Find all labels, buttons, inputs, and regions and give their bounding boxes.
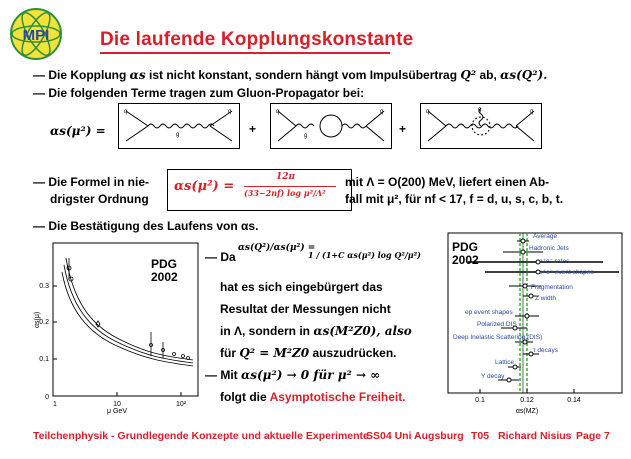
- lbl-average: Average: [533, 233, 558, 240]
- ytick-0: 0: [45, 394, 49, 401]
- middle-line-6: folgt die Asymptotische Freiheit.: [220, 390, 406, 404]
- svg-text:q: q: [530, 109, 534, 115]
- formula-box: [167, 169, 352, 211]
- formula-denominator: (33−2nf) log μ²/Λ²: [244, 188, 326, 198]
- alpha-s-measurements-plot: [443, 228, 627, 418]
- lbl-ee-rates: e⁺e⁻ rates: [539, 258, 570, 265]
- plus-sign-1: +: [249, 122, 257, 136]
- x-axis-label: μ GeV: [107, 408, 127, 415]
- pdg-label-r2: 2002: [452, 253, 479, 267]
- title-underline: [100, 52, 390, 54]
- y-axis-label: αs(μ): [34, 311, 41, 328]
- middle-line-3: in Λ, sondern in αs(M²Z0), also: [220, 324, 412, 338]
- middle-da: — Da: [205, 250, 236, 264]
- pdg-label-1: PDG: [151, 257, 178, 271]
- xtick-100: 10²: [175, 401, 187, 408]
- svg-text:q: q: [228, 109, 232, 115]
- alpha-s: αs: [129, 68, 146, 82]
- lbl-ee-event-shapes: e⁺e⁻ event shapes: [539, 269, 594, 276]
- propagator-lhs: αs(μ²) =: [50, 124, 106, 138]
- svg-text:q: q: [380, 109, 384, 115]
- lbl-tau-decays: τ decays: [533, 347, 558, 354]
- lbl-hadronic-jets: Hadronic Jets: [529, 245, 569, 252]
- fraction-bar: [244, 186, 336, 187]
- ratio-expr: αs(Q²)/αs(μ²) =: [238, 243, 316, 253]
- svg-text:g: g: [176, 132, 180, 138]
- footer-left: Teilchenphysik - Grundlegende Konzepte und aktuelle Experimente: [33, 430, 369, 442]
- lbl-z-width: Z width: [535, 295, 556, 302]
- feynman-diagram-1: [118, 103, 240, 149]
- rtick-0.12: 0.12: [520, 397, 534, 404]
- ytick-3: 0.3: [39, 283, 49, 290]
- svg-text:q: q: [426, 109, 430, 115]
- ytick-2: 0.2: [39, 319, 49, 326]
- middle-line-4: für Q² = M²Z0 auszudrücken.: [220, 346, 397, 360]
- bullet-3: — Die Bestätigung des Laufens von αs.: [33, 219, 259, 233]
- bullet-2: — Die folgenden Terme tragen zum Gluon-Propagator bei:: [33, 86, 365, 100]
- ratio-rhs: 1 / (1+C αs(μ²) log Q²/μ²): [308, 250, 421, 260]
- svg-text:g: g: [478, 107, 482, 113]
- xtick-1: 1: [53, 401, 57, 408]
- logo-text: MPI: [22, 27, 50, 44]
- formula-left-1: — Die Formel in nie-: [33, 175, 150, 189]
- formula-numerator: 12π: [276, 172, 296, 182]
- lbl-fragmentation: Fragmentation: [531, 284, 573, 291]
- ytick-1: 0.1: [39, 356, 49, 363]
- middle-line-5: — Mit αs(μ²) → 0 für μ² → ∞: [205, 368, 381, 382]
- footer-author: Richard Nisius: [498, 430, 572, 442]
- lbl-ep-event-shapes: ep event shapes: [465, 309, 513, 316]
- svg-text:q: q: [276, 109, 280, 115]
- formula-right-1: mit Λ = O(200) MeV, liefert einen Ab-: [345, 175, 550, 189]
- formula-lhs: αs(μ²) =: [174, 179, 235, 194]
- footer-code: T05: [471, 430, 490, 442]
- pdg-label-2: 2002: [151, 270, 178, 284]
- middle-line-1: hat es sich eingebürgert das: [220, 280, 383, 294]
- lbl-dis: Deep Inelastic Scattering (DIS): [453, 334, 543, 341]
- r-x-axis-label: αs(MZ): [515, 408, 539, 415]
- footer-semester: SS04 Uni Augsburg: [366, 430, 464, 442]
- feynman-diagram-2: [270, 103, 392, 149]
- svg-text:g: g: [304, 133, 308, 139]
- pdg-label-r1: PDG: [452, 240, 479, 254]
- lbl-upsilon-decay: Υ decay: [481, 373, 505, 380]
- plus-sign-2: +: [399, 122, 407, 136]
- lbl-lattice: Lattice: [495, 359, 515, 366]
- middle-line-2: Resultat der Messungen nicht: [220, 302, 391, 316]
- asymptotic-freedom: Asymptotische Freiheit.: [269, 390, 406, 404]
- formula-right-2: fall mit μ², für nf < 17, f = d, u, s, c, b, t.: [345, 192, 564, 206]
- svg-text:q: q: [124, 109, 128, 115]
- footer-page: Page 7: [576, 430, 610, 442]
- lbl-polarized-dis: Polarized DIS: [477, 321, 517, 328]
- feynman-diagram-3: [420, 103, 542, 149]
- page-title: Die laufende Kopplungskonstante: [100, 29, 414, 50]
- xtick-10: 10: [113, 401, 121, 408]
- mpi-logo: [6, 6, 66, 62]
- rtick-0.1: 0.1: [475, 397, 485, 404]
- rtick-0.14: 0.14: [567, 397, 581, 404]
- formula-left-2: drigster Ordnung: [50, 192, 149, 206]
- bullet-1: — Die Kopplung αs ist nicht konstant, sondern hängt vom Impulsübertrag Q² ab, αs(Q²).: [33, 68, 548, 82]
- alpha-s-running-plot: [33, 238, 201, 416]
